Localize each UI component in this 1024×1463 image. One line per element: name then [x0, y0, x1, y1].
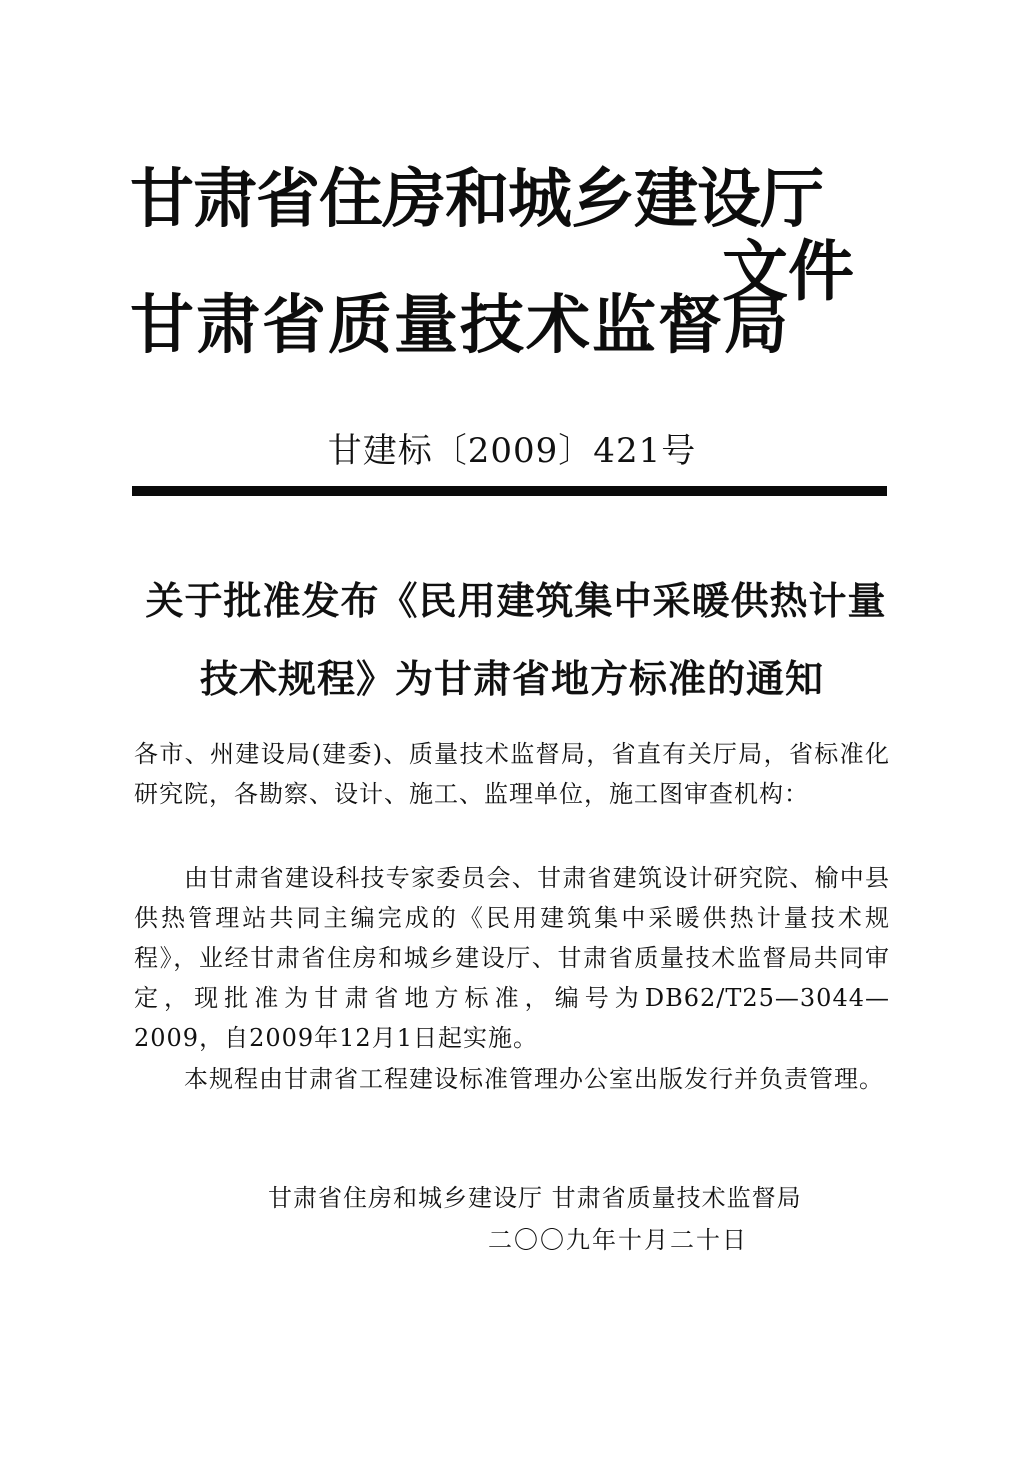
header-rule [132, 486, 887, 496]
issuer-line-1: 甘肃省住房和城乡建设厅 [130, 163, 823, 237]
notice-title-line-2: 技术规程》为甘肃省地方标准的通知 [199, 657, 824, 701]
recipients-paragraph: 各市、州建设局(建委)、质量技术监督局，省直有关厅局，省标准化研究院，各勘察、设计、施工、监理单位，施工图审查机构： [134, 740, 890, 808]
body-paragraph-2: 本规程由甘肃省工程建设标准管理办公室出版发行并负责管理。 [184, 1065, 884, 1093]
body-paragraph-1: 由甘肃省建设科技专家委员会、甘肃省建筑设计研究院、榆中县供热管理站共同主编完成的《民用建筑集中采暖供热计量技术规程》，业经甘肃省住房和城乡建设厅、甘肃省质量技术监督局共同审定，现批准为甘肃省地方标准，编号为DB62/T25—3044—2009，自2009年12月1日起实施。 [134, 864, 890, 1052]
signature-date: 二〇〇九年十月二十日 [488, 1226, 748, 1254]
notice-title-line-1: 关于批准发布《民用建筑集中采暖供热计量 [145, 579, 887, 623]
issuer-line-2: 甘肃省质量技术监督局 [130, 289, 790, 363]
signature-issuers: 甘肃省住房和城乡建设厅 甘肃省质量技术监督局 [268, 1184, 802, 1212]
document-number: 甘建标〔2009〕421号 [327, 431, 697, 471]
document-suffix: 文件 [722, 233, 854, 310]
